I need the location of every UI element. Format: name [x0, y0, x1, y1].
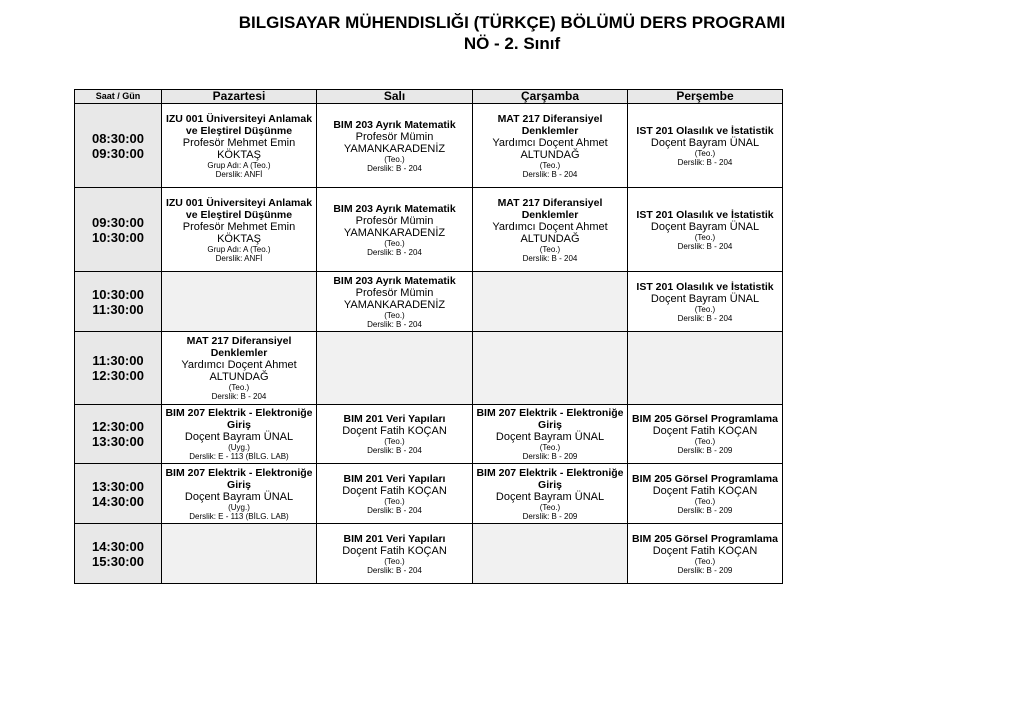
course-instructor: Doçent Fatih KOÇAN [652, 484, 758, 497]
empty-cell [317, 332, 473, 405]
course-room: Derslik: ANFİ [215, 253, 263, 263]
course-instructor: Doçent Bayram ÜNAL [650, 292, 760, 305]
course-cell [628, 464, 783, 524]
course-cell [162, 332, 317, 405]
course-title: BIM 207 Elektrik - Elektroniğe Giriş [165, 407, 313, 431]
course-cell [628, 104, 783, 188]
course-instructor: Yardımcı Doçent Ahmet ALTUNDAĞ [181, 359, 297, 383]
day-header: Salı [317, 90, 473, 104]
time-slot [75, 272, 162, 332]
time-slot [75, 332, 162, 405]
course-instructor: Profesör Mümin YAMANKARADENİZ [343, 286, 446, 311]
course-instructor: Doçent Bayram ÜNAL [650, 220, 760, 233]
time-slot [75, 188, 162, 272]
course-instructor: Doçent Bayram ÜNAL [650, 136, 760, 149]
course-title: BIM 207 Elektrik - Elektroniğe Giriş [476, 407, 624, 431]
time-end: 09:30:00 [91, 145, 145, 161]
course-title: BIM 207 Elektrik - Elektroniğe Giriş [476, 466, 624, 491]
course-type: (Teo.) [694, 556, 716, 566]
course-room: Derslik: B - 209 [677, 505, 733, 515]
course-cell [317, 272, 473, 332]
course-type: (Teo.) [694, 148, 716, 158]
time-slot [75, 104, 162, 188]
time-start: 09:30:00 [91, 214, 145, 230]
course-instructor: Doçent Fatih KOÇAN [342, 425, 447, 437]
time-start: 08:30:00 [91, 130, 145, 146]
page-title [0, 12, 1024, 54]
course-instructor: Doçent Fatih KOÇAN [342, 484, 447, 497]
course-room: Derslik: E - 113 (BİLG. LAB) [189, 511, 289, 521]
course-room: Derslik: B - 204 [677, 313, 733, 323]
day-header: Çarşamba [473, 90, 628, 104]
table-row [75, 464, 783, 524]
course-type: (Teo.) [384, 310, 405, 320]
course-title: BIM 207 Elektrik - Elektroniğe Giriş [165, 466, 313, 491]
course-type: (Teo.) [694, 496, 716, 506]
time-start: 14:30:00 [91, 538, 145, 554]
course-title: IZU 001 Üniversiteyi Anlamak ve Eleştirel Düşünme [165, 196, 313, 221]
course-instructor: Yardımcı Doçent Ahmet ALTUNDAĞ [492, 220, 608, 245]
course-type: (Teo.) [228, 383, 250, 392]
course-room: Derslik: B - 209 [522, 452, 578, 461]
empty-cell [473, 524, 628, 584]
header-row [75, 90, 783, 104]
course-title: IZU 001 Üniversiteyi Anlamak ve Eleştirel Düşünme [165, 112, 313, 137]
course-room: Derslik: B - 204 [367, 247, 422, 257]
course-type: (Uyg.) [228, 443, 250, 452]
course-cell [473, 405, 628, 464]
time-end: 15:30:00 [91, 553, 145, 569]
empty-cell [473, 272, 628, 332]
course-type: (Teo.) [384, 437, 405, 446]
course-room: Derslik: B - 204 [367, 565, 422, 575]
table-row [75, 405, 783, 464]
course-title: BIM 205 Görsel Programlama [632, 472, 778, 485]
course-title: BIM 201 Veri Yapıları [343, 532, 446, 545]
course-cell [162, 188, 317, 272]
course-instructor: Profesör Mümin YAMANKARADENİZ [343, 214, 446, 239]
course-type: Grup Adı: A (Teo.) [207, 160, 271, 170]
course-type: (Uyg.) [228, 502, 250, 512]
time-end: 14:30:00 [91, 493, 145, 509]
course-cell [162, 464, 317, 524]
course-type: Grup Adı: A (Teo.) [207, 244, 271, 254]
course-title: MAT 217 Diferansiyel Denklemler [497, 196, 603, 221]
table-row [75, 272, 783, 332]
time-end: 12:30:00 [91, 368, 145, 383]
table-row [75, 332, 783, 405]
course-title: MAT 217 Diferansiyel Denklemler [186, 335, 292, 359]
course-room: Derslik: B - 204 [522, 253, 578, 263]
time-start: 13:30:00 [91, 478, 145, 494]
course-cell [628, 524, 783, 584]
title-line-2: NÖ - 2. Sınıf [463, 34, 561, 53]
course-cell [162, 405, 317, 464]
time-slot [75, 405, 162, 464]
course-type: (Teo.) [384, 154, 405, 164]
course-cell [628, 405, 783, 464]
course-title: MAT 217 Diferansiyel Denklemler [497, 112, 603, 137]
course-title: BIM 205 Görsel Programlama [632, 413, 778, 425]
course-type: (Teo.) [384, 496, 405, 506]
course-instructor: Yardımcı Doçent Ahmet ALTUNDAĞ [492, 136, 608, 161]
course-room: Derslik: B - 204 [211, 392, 267, 401]
course-cell [317, 188, 473, 272]
course-title: IST 201 Olasılık ve İstatistik [636, 124, 774, 137]
course-room: Derslik: B - 204 [367, 446, 422, 455]
time-start: 12:30:00 [91, 419, 145, 434]
course-cell [628, 272, 783, 332]
course-room: Derslik: B - 209 [677, 565, 733, 575]
course-title: BIM 203 Ayrık Matematik [333, 118, 456, 131]
empty-cell [473, 332, 628, 405]
table-row [75, 524, 783, 584]
day-header: Pazartesi [162, 90, 317, 104]
course-cell [317, 104, 473, 188]
course-room: Derslik: B - 204 [522, 169, 578, 179]
empty-cell [628, 332, 783, 405]
course-cell [473, 464, 628, 524]
schedule-table [74, 89, 783, 584]
corner-header: Saat / Gün [75, 90, 162, 104]
time-end: 10:30:00 [91, 229, 145, 245]
course-type: (Teo.) [539, 160, 561, 170]
course-room: Derslik: B - 204 [677, 157, 733, 167]
course-title: BIM 203 Ayrık Matematik [333, 202, 456, 215]
table-row [75, 188, 783, 272]
time-end: 11:30:00 [92, 301, 144, 317]
course-title: IST 201 Olasılık ve İstatistik [636, 208, 774, 221]
time-slot [75, 524, 162, 584]
time-slot [75, 464, 162, 524]
course-cell [473, 104, 628, 188]
course-type: (Teo.) [384, 556, 405, 566]
day-header: Perşembe [628, 90, 783, 104]
course-instructor: Profesör Mehmet Emin KÖKTAŞ [182, 136, 296, 161]
course-room: Derslik: B - 204 [367, 505, 422, 515]
table-row [75, 104, 783, 188]
course-instructor: Profesör Mümin YAMANKARADENİZ [343, 130, 446, 155]
course-type: (Teo.) [539, 502, 561, 512]
course-room: Derslik: B - 209 [677, 446, 733, 455]
course-room: Derslik: B - 204 [367, 163, 422, 173]
course-title: IST 201 Olasılık ve İstatistik [636, 280, 774, 293]
course-cell [317, 405, 473, 464]
course-instructor: Profesör Mehmet Emin KÖKTAŞ [182, 220, 296, 245]
course-room: Derslik: B - 204 [367, 319, 422, 329]
course-instructor: Doçent Bayram ÜNAL [495, 431, 605, 443]
empty-cell [162, 272, 317, 332]
course-type: (Teo.) [694, 304, 716, 314]
course-type: (Teo.) [694, 437, 716, 446]
course-cell [317, 524, 473, 584]
course-type: (Teo.) [384, 238, 405, 248]
empty-cell [162, 524, 317, 584]
course-instructor: Doçent Bayram ÜNAL [184, 431, 294, 443]
time-end: 13:30:00 [91, 434, 145, 449]
course-type: (Teo.) [694, 232, 716, 242]
course-type: (Teo.) [539, 244, 561, 254]
course-cell [473, 188, 628, 272]
course-cell [162, 104, 317, 188]
course-cell [317, 464, 473, 524]
course-type: (Teo.) [539, 443, 561, 452]
time-start: 10:30:00 [91, 286, 145, 302]
title-line-1: BILGISAYAR MÜHENDISLIĞI (TÜRKÇE) BÖLÜMÜ DERS PROGRAMI [238, 13, 786, 32]
course-title: BIM 201 Veri Yapıları [343, 413, 446, 425]
course-instructor: Doçent Fatih KOÇAN [652, 544, 758, 557]
course-title: BIM 203 Ayrık Matematik [333, 274, 456, 287]
course-instructor: Doçent Bayram ÜNAL [184, 490, 294, 503]
course-instructor: Doçent Fatih KOÇAN [652, 425, 758, 437]
course-title: BIM 205 Görsel Programlama [632, 532, 778, 545]
course-room: Derslik: B - 209 [522, 511, 578, 521]
course-instructor: Doçent Bayram ÜNAL [495, 490, 605, 503]
time-start: 11:30:00 [92, 353, 144, 368]
course-instructor: Doçent Fatih KOÇAN [342, 544, 447, 557]
course-room: Derslik: ANFİ [215, 169, 263, 179]
course-cell [628, 188, 783, 272]
course-room: Derslik: E - 113 (BİLG. LAB) [189, 452, 289, 461]
course-room: Derslik: B - 204 [677, 241, 733, 251]
course-title: BIM 201 Veri Yapıları [343, 472, 446, 485]
